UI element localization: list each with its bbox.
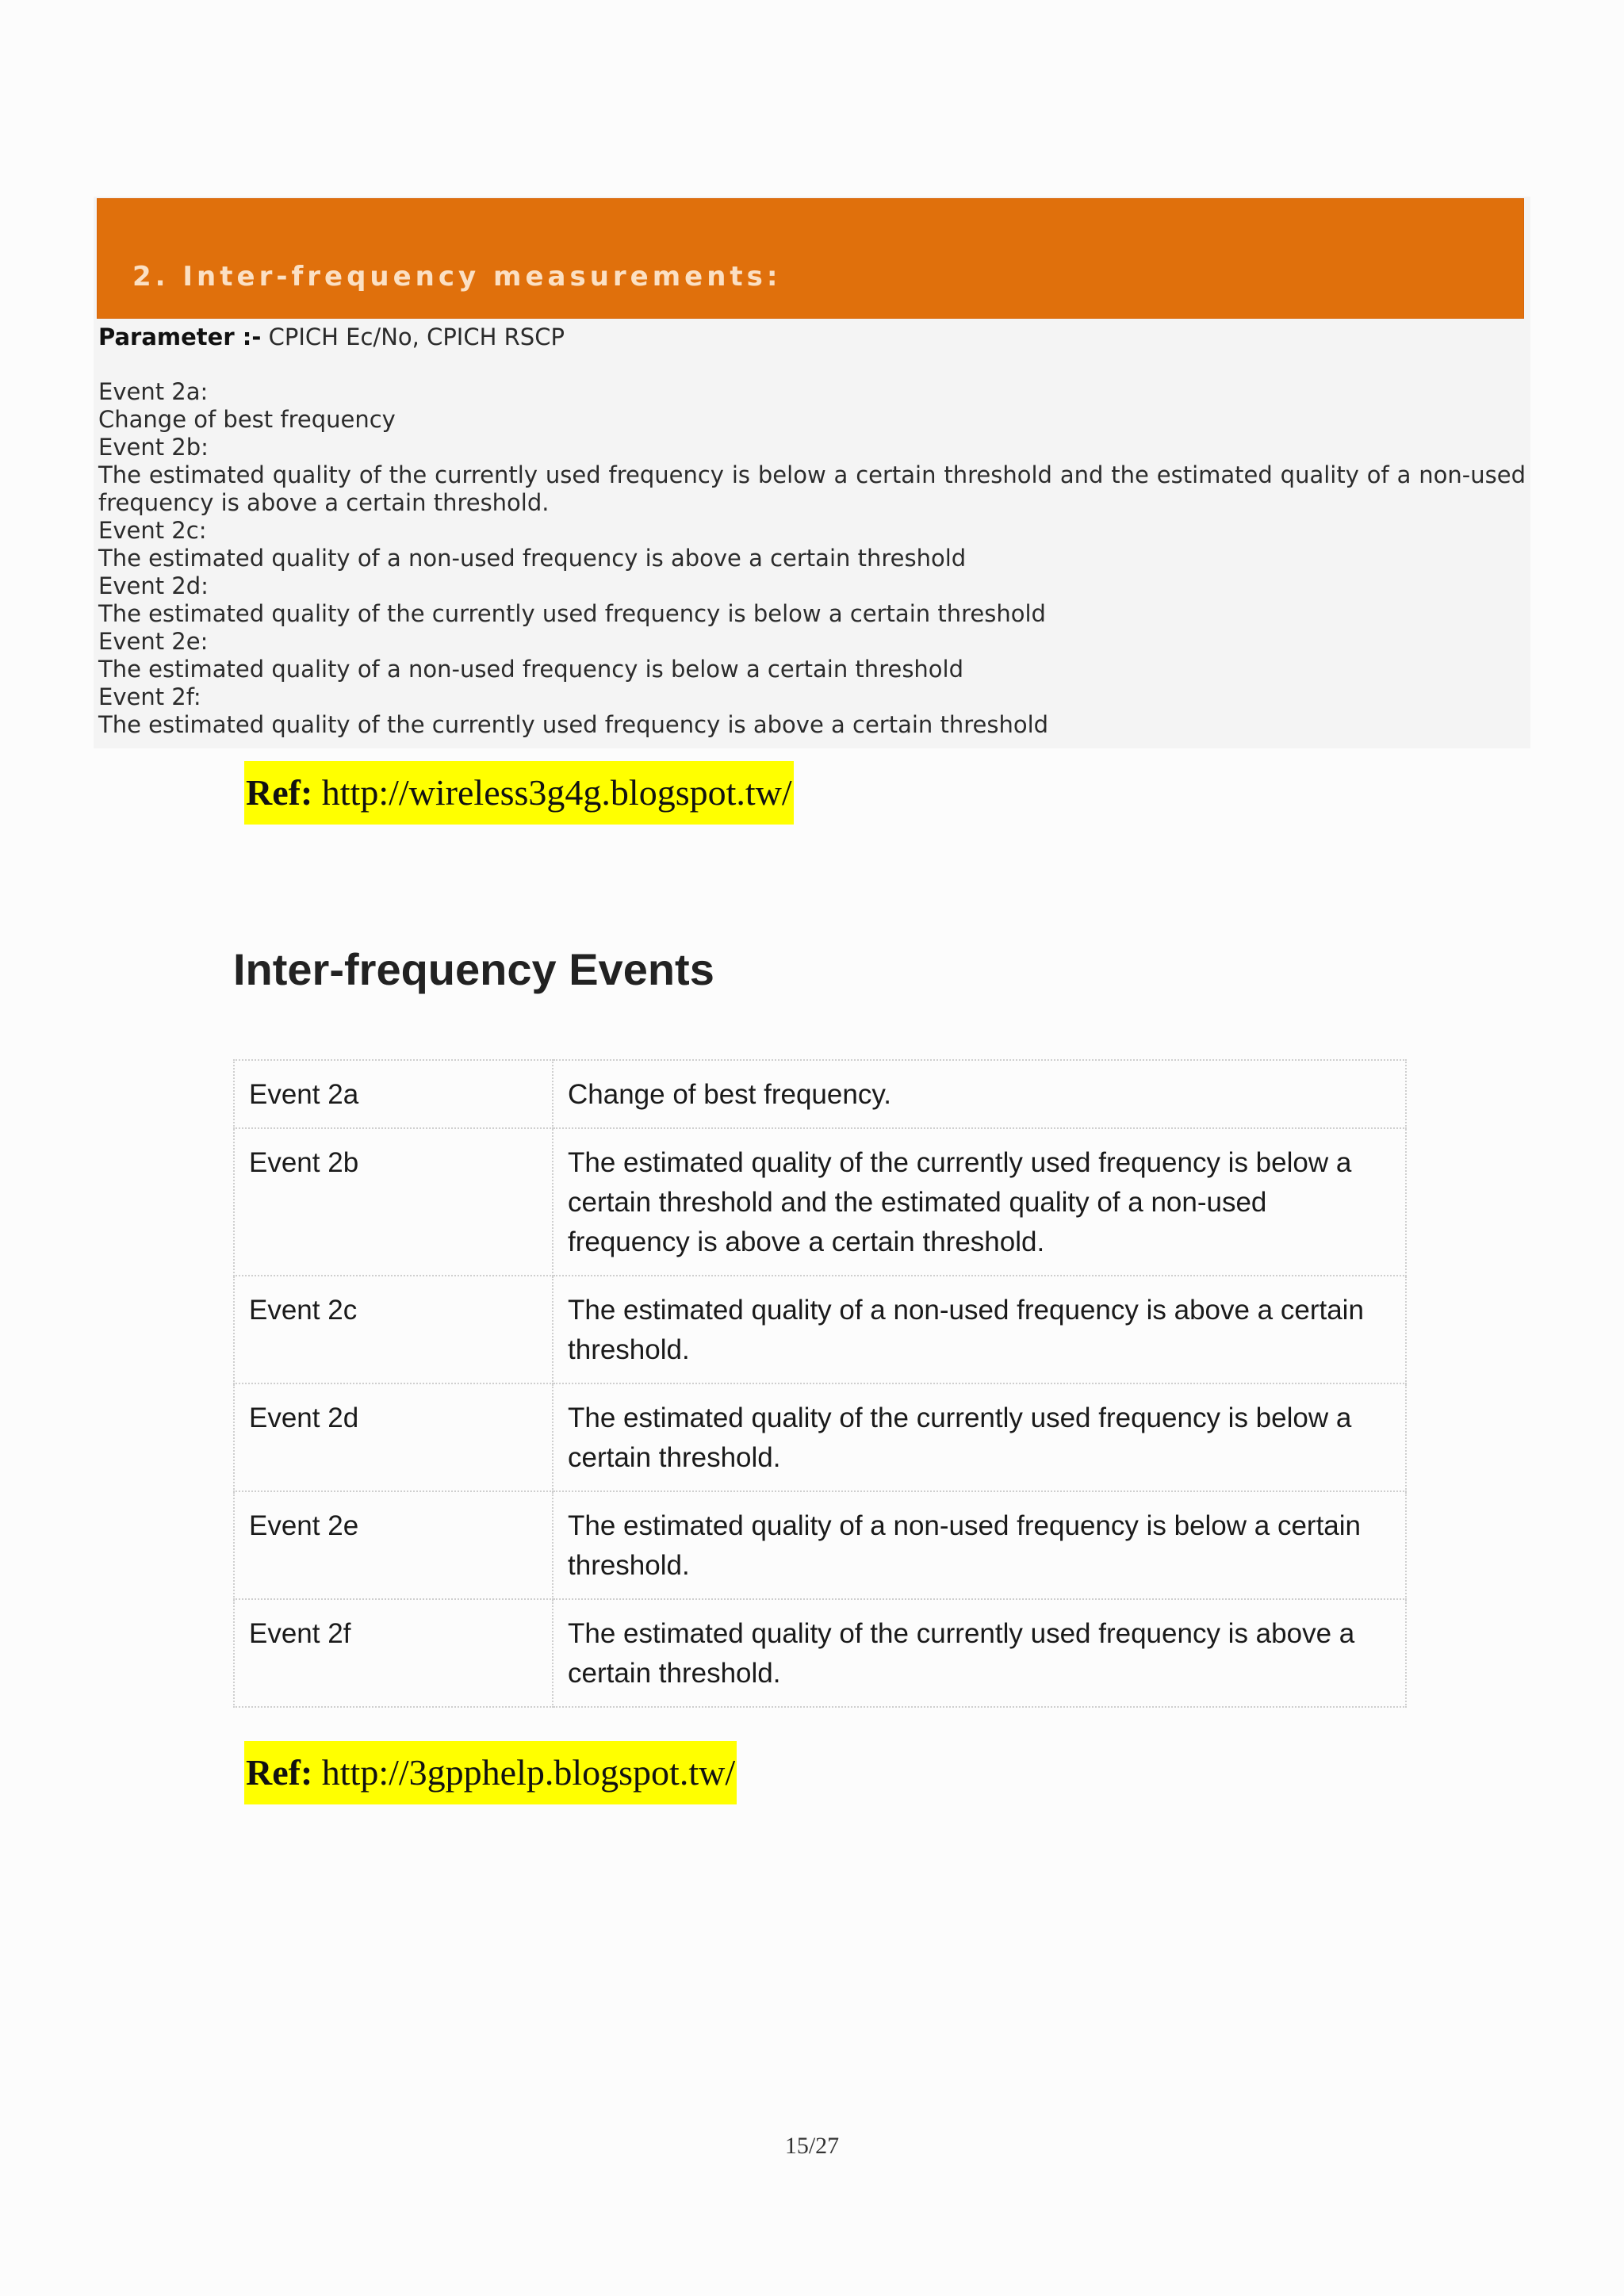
event-description: Change of best frequency xyxy=(98,406,396,433)
event-heading: Event 2a: xyxy=(98,378,209,405)
reference-line-1 xyxy=(244,761,794,825)
table-row xyxy=(234,1276,1406,1383)
event-description-cell: The estimated quality of the currently used frequency is above a certain threshold. xyxy=(553,1599,1406,1707)
reference-url[interactable]: http://wireless3g4g.blogspot.tw/ xyxy=(312,772,792,813)
table-row xyxy=(234,1128,1406,1276)
event-description: The estimated quality of a non-used frequency is below a certain threshold xyxy=(98,656,964,683)
table-row xyxy=(234,1383,1406,1491)
events-table xyxy=(233,1059,1407,1708)
section-title: Inter-frequency Events xyxy=(233,944,714,994)
event-description-cell: The estimated quality of a non-used frequency is below a certain threshold. xyxy=(553,1491,1406,1599)
event-name-cell: Event 2f xyxy=(234,1599,553,1707)
parameter-label: Parameter :- xyxy=(98,323,262,350)
event-name-cell: Event 2c xyxy=(234,1276,553,1383)
inter-frequency-screenshot xyxy=(94,197,1530,748)
section-header-title: 2. Inter-frequency measurements: xyxy=(132,261,782,293)
event-heading: Event 2c: xyxy=(98,517,207,544)
event-heading: Event 2b: xyxy=(98,434,209,461)
event-description-cell: The estimated quality of the currently used frequency is below a certain threshold. xyxy=(553,1383,1406,1491)
reference-label: Ref: xyxy=(246,1752,313,1793)
event-description-cell: The estimated quality of a non-used frequency is above a certain threshold. xyxy=(553,1276,1406,1383)
table-row xyxy=(234,1599,1406,1707)
event-description-cell: The estimated quality of the currently used frequency is below a certain threshold and the estimated quality of a non-used frequency is above a certain threshold. xyxy=(553,1128,1406,1276)
section-header-bar xyxy=(97,198,1524,319)
parameter-value: CPICH Ec/No, CPICH RSCP xyxy=(261,323,565,350)
parameter-line xyxy=(98,323,1526,351)
event-description: The estimated quality of a non-used frequency is above a certain threshold xyxy=(98,545,967,572)
event-name-cell: Event 2e xyxy=(234,1491,553,1599)
page-number: 15/27 xyxy=(784,2133,840,2159)
event-description: The estimated quality of the currently used frequency is below a certain threshold and the estimated quality of a non-used frequency is above a certain threshold. xyxy=(98,461,1526,516)
event-name-cell: Event 2d xyxy=(234,1383,553,1491)
reference-line-2 xyxy=(244,1741,737,1804)
event-description: The estimated quality of the currently used frequency is below a certain threshold xyxy=(98,600,1046,627)
reference-label: Ref: xyxy=(246,772,313,813)
event-description: The estimated quality of the currently used frequency is above a certain threshold xyxy=(98,711,1049,738)
reference-url[interactable]: http://3gpphelp.blogspot.tw/ xyxy=(312,1752,736,1793)
event-name-cell: Event 2b xyxy=(234,1128,553,1276)
event-name-cell: Event 2a xyxy=(234,1060,553,1128)
event-heading: Event 2f: xyxy=(98,683,201,710)
table-row xyxy=(234,1060,1406,1128)
event-heading: Event 2d: xyxy=(98,572,209,599)
event-heading: Event 2e: xyxy=(98,628,209,655)
event-description-cell: Change of best frequency. xyxy=(553,1060,1406,1128)
table-row xyxy=(234,1491,1406,1599)
section-body xyxy=(98,323,1526,739)
